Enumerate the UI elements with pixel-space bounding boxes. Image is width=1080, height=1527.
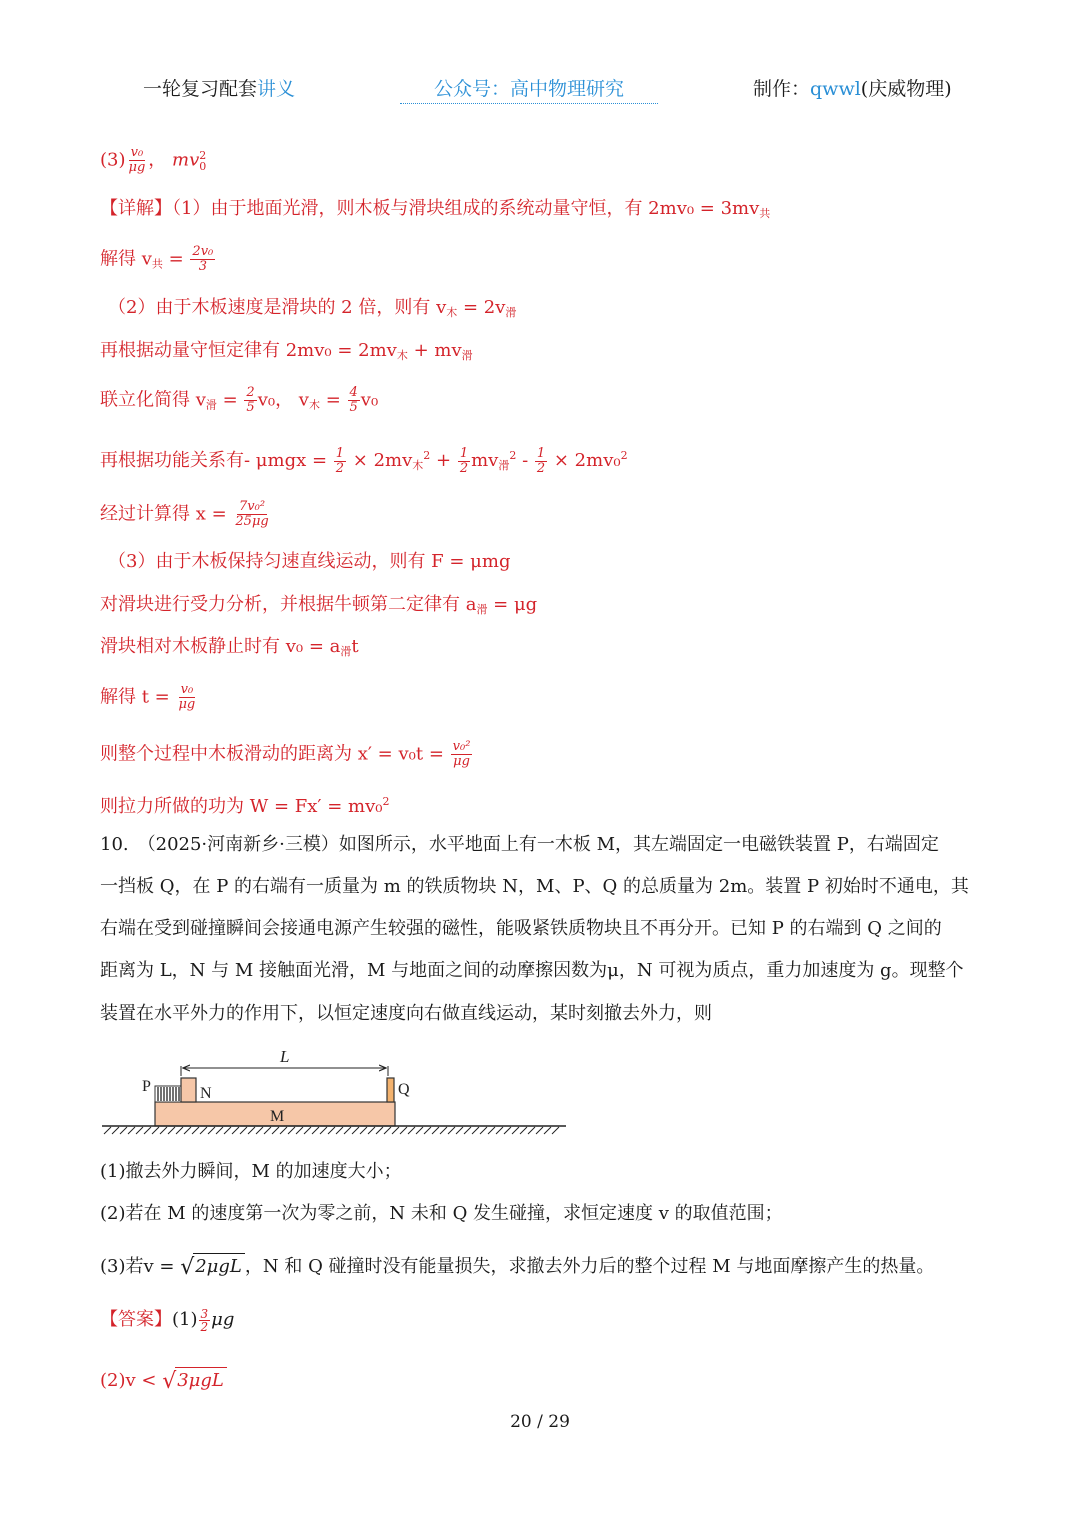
solution-line-3: （2）由于木板速度是滑块的 2 倍，则有 $v_木 = 2v_滑$ [108,297,517,319]
solution-line-5: 联立化简得 $v_滑$ = $\frac{2}{5}$ v₀， $v_木$ = $\frac{4}{5}$ v₀ [100,385,379,415]
header-center: 公众号：高中物理研究 [400,76,658,104]
problem-line-2: 一挡板 Q，在 P 的右端有一质量为 m 的铁质物块 N，M、P、Q 的总质量为 2m。装置 P 初始时不通电，其 [100,876,969,897]
question-1: (1)撤去外力瞬间，M 的加速度大小； [100,1161,402,1182]
answer-line-2: (2)v < √3μgL [100,1367,227,1395]
label-Q: Q [398,1081,410,1098]
ground-hatching [104,1127,559,1134]
solution-line-13: 则拉力所做的功为 W = Fx′ = mv₀$^2$ [100,795,390,817]
header-right: 制作：qwwl(庆威物理) [753,78,952,100]
apparatus-figure [100,1036,570,1140]
solution-line-12: 则整个过程中木板滑动的距离为 x′ = v₀t = $\frac{\text{v₀²}}{\mu g}$ [100,739,471,769]
solution-line-2: 解得 $v_共$ = $\frac{\text{2v₀}}{3}$ [100,244,214,274]
header-left: 一轮复习配套讲义 [143,78,296,100]
block-N [181,1078,196,1102]
prev-answer-part3: (3) $\frac{\text{v₀}}{\mu g}$ ， mv 2 0 [100,145,207,175]
answer-line-1: 【答案】(1) $\frac{3}{2}$ μg [100,1306,235,1334]
page-number: 20 / 29 [510,1412,570,1432]
solution-line-7: 经过计算得 x = $\frac{\text{7v₀²}}{25\mu g}$ [100,499,269,529]
solution-line-10: 滑块相对木板静止时有 $v_0 = a_滑t$ [100,636,359,658]
solution-line-11: 解得 t = $\frac{\text{v₀}}{\mu g}$ [100,682,196,712]
label-P: P [142,1078,151,1095]
solution-line-1: 【详解】（1）由于地面光滑，则木板与滑块组成的系统动量守恒，有 $2mv_0 = 3mv_共$ [100,198,771,220]
solution-line-9: 对滑块进行受力分析，并根据牛顿第二定律有 $a_滑 = \mu g$ [100,594,538,616]
label-N: N [200,1085,212,1102]
problem-line-4: 距离为 L，N 与 M 接触面光滑，M 与地面之间的动摩擦因数为μ，N 可视为质点，重力加速度为 g。现整个 [100,960,964,981]
solution-line-8: （3）由于木板保持匀速直线运动，则有 F = μmg [108,551,511,572]
solution-line-4: 再根据动量守恒定律有 $2mv_0 = 2mv_木 + mv_滑$ [100,340,473,362]
baffle-Q [387,1078,394,1102]
problem-line-3: 右端在受到碰撞瞬间会接通电源产生较强的磁性，能吸紧铁质物块且不再分开。已知 P 的右端到 Q 之间的 [100,918,942,939]
label-L: L [280,1047,290,1066]
problem-line-1: 10. （2025·河南新乡·三模）如图所示，水平地面上有一木板 M，其左端固定一电磁铁装置 P，右端固定 [100,834,939,855]
solution-line-6: 再根据功能关系有- μmgx = $\frac{1}{2}$ × $2mv_木^2$ + $\frac{1}{2}$ $mv_滑^2$ - $\frac{1}{2}$ × 2mv₀$^2$ [100,445,628,476]
electromagnet-P [155,1086,181,1102]
question-3: (3)若v = √2μgL ，N 和 Q 碰撞时没有能量损失，求撤去外力后的整个过程 M 与地面摩擦产生的热量。 [100,1255,935,1280]
problem-line-5: 装置在水平外力的作用下，以恒定速度向右做直线运动，某时刻撤去外力，则 [100,1003,712,1024]
question-2: (2)若在 M 的速度第一次为零之前，N 未和 Q 发生碰撞，求恒定速度 v 的取值范围； [100,1203,783,1224]
label-M: M [270,1108,285,1125]
